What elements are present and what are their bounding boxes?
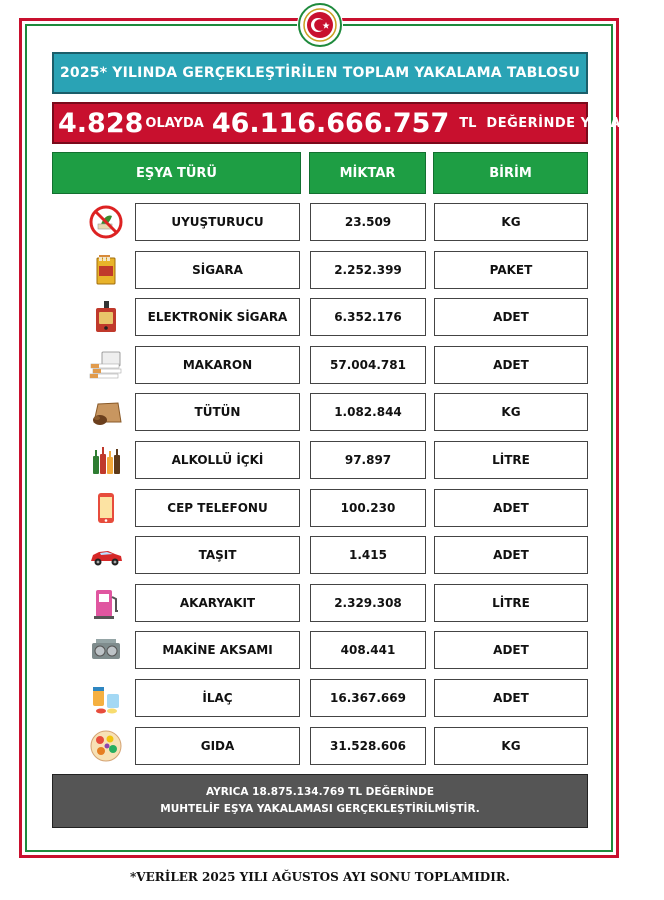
data-date-footnote: *VERİLER 2025 YILI AĞUSTOS AYI SONU TOPLAMIDIR. (130, 870, 510, 884)
table-row-amount: 57.004.781 (310, 346, 426, 384)
table-row-unit: ADET (434, 631, 588, 669)
page-title: 2025* YILINDA GERÇEKLEŞTİRİLEN TOPLAM YAKALAMA TABLOSU (52, 52, 588, 94)
car-icon (88, 537, 124, 573)
table-row-unit: ADET (434, 298, 588, 336)
table-row-type: MAKARON (135, 346, 300, 384)
summary-banner (52, 102, 664, 144)
tobacco-icon (88, 394, 124, 430)
incident-label: OLAYDA (145, 115, 204, 131)
cigarette-pack-icon (88, 252, 124, 288)
customs-emblem-logo (297, 2, 343, 48)
header-amount: MİKTAR (309, 152, 426, 194)
table-row-amount: 6.352.176 (310, 298, 426, 336)
table-row-amount: 100.230 (310, 489, 426, 527)
table-row-amount: 31.528.606 (310, 727, 426, 765)
header-item-type: EŞYA TÜRÜ (52, 152, 301, 194)
table-row-unit: LİTRE (434, 441, 588, 479)
table-row-amount: 97.897 (310, 441, 426, 479)
table-row-type: TÜTÜN (135, 393, 300, 431)
table-row-type: SİGARA (135, 251, 300, 289)
footer-line-1: AYRICA 18.875.134.769 TL DEĞERİNDE (205, 786, 435, 798)
currency-label: TL (459, 115, 477, 131)
table-row-amount: 1.415 (310, 536, 426, 574)
table-row-amount: 2.252.399 (310, 251, 426, 289)
header-unit: BİRİM (433, 152, 588, 194)
table-row-unit: ADET (434, 489, 588, 527)
mobile-phone-icon (88, 490, 124, 526)
table-row-unit: KG (434, 393, 588, 431)
table-row-type: ALKOLLÜ İÇKİ (135, 441, 300, 479)
table-row-type: İLAÇ (135, 679, 300, 717)
table-row-amount: 2.329.308 (310, 584, 426, 622)
table-row-unit: ADET (434, 679, 588, 717)
table-row-amount: 1.082.844 (310, 393, 426, 431)
table-row-type: MAKİNE AKSAMI (135, 631, 300, 669)
table-row-amount: 408.441 (310, 631, 426, 669)
summary-suffix: DEĞERİNDE YAKALAMA (486, 115, 664, 131)
additional-seizure-note (52, 774, 588, 828)
table-row-type: ELEKTRONİK SİGARA (135, 298, 300, 336)
table-row-amount: 23.509 (310, 203, 426, 241)
table-row-unit: KG (434, 203, 588, 241)
total-value: 46.116.666.757 (211, 107, 450, 139)
cigarette-tubes-icon (88, 347, 124, 383)
no-drugs-icon (88, 204, 124, 240)
table-row-unit: LİTRE (434, 584, 588, 622)
table-row-unit: KG (434, 727, 588, 765)
table-row-type: CEP TELEFONU (135, 489, 300, 527)
e-cigarette-icon (88, 299, 124, 335)
table-row-type: GIDA (135, 727, 300, 765)
footer-line-2: MUHTELİF EŞYA YAKALAMASI GERÇEKLEŞTİRİLMİŞTİR. (160, 803, 480, 815)
table-row-type: TAŞIT (135, 536, 300, 574)
food-icon (88, 728, 124, 764)
medicine-icon (88, 680, 124, 716)
fuel-pump-icon (88, 585, 124, 621)
table-row-unit: ADET (434, 536, 588, 574)
incident-count: 4.828 (58, 107, 144, 139)
machine-parts-icon (88, 632, 124, 668)
table-row-unit: PAKET (434, 251, 588, 289)
table-row-type: UYUŞTURUCU (135, 203, 300, 241)
table-row-amount: 16.367.669 (310, 679, 426, 717)
table-row-unit: ADET (434, 346, 588, 384)
table-row-type: AKARYAKIT (135, 584, 300, 622)
alcohol-bottles-icon (88, 442, 124, 478)
